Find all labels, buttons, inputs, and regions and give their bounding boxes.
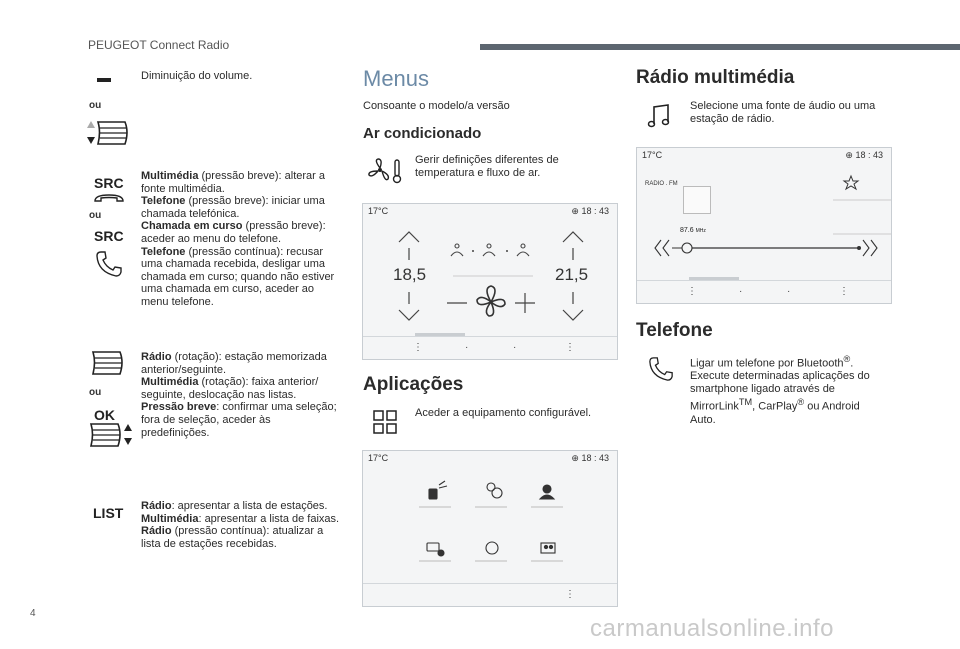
- phone-description: Ligar um telefone por Bluetooth®. Execute determinadas aplicações do smartphone ligado através de MirrorLink™, CarPlay® ou Android Auto.: [690, 354, 870, 426]
- menu-dots-icon: ⋮: [839, 286, 849, 297]
- gps-icon: ⊕: [571, 453, 582, 463]
- menu-dots-icon: ⋮: [413, 342, 423, 353]
- favourite-star-icon: [844, 176, 858, 189]
- gps-icon: ⊕: [845, 150, 856, 160]
- air-conditioning-icon: [368, 158, 402, 184]
- left-temperature: 18,5: [393, 265, 427, 284]
- list-key-label: LIST: [93, 505, 124, 521]
- ok-key-label: OK: [94, 407, 115, 423]
- header-title: PEUGEOT Connect Radio: [88, 38, 230, 52]
- clock: ⊕ 18 : 43: [571, 453, 609, 463]
- thumbwheel-icon: [90, 350, 124, 376]
- page-number: 4: [30, 608, 36, 619]
- app-icon-3: [543, 485, 551, 493]
- apps-grid: [363, 465, 617, 583]
- phone-icon: [648, 356, 674, 382]
- clock: ⊕ 18 : 43: [845, 150, 883, 160]
- tuner-cursor: [682, 243, 692, 253]
- header-bar: [480, 44, 960, 50]
- list-description: Rádio: apresentar a lista de estações. Multimédia: apresentar a lista de faixas. Rádio (pressão contínua): atualizar a lista de estações recebidas.: [141, 500, 340, 550]
- ac-heading: Ar condicionado: [363, 125, 482, 142]
- thumbwheel-up-down-icon: [87, 120, 131, 146]
- right-temperature: 21,5: [555, 265, 589, 284]
- applications-grid-icon: [373, 410, 397, 434]
- phone-heading: Telefone: [636, 320, 713, 341]
- gps-icon: ⊕: [571, 206, 582, 216]
- menu-dots-icon: ⋮: [687, 286, 697, 297]
- outside-temperature: 17°C: [368, 206, 389, 216]
- menus-title: Menus: [363, 66, 430, 91]
- page-dot-icon: ·: [787, 286, 791, 297]
- phone-icon: [95, 250, 123, 278]
- radio-heading: Rádio multimédia: [636, 67, 795, 88]
- src-key-label: SRC: [94, 228, 124, 244]
- page-dot-icon: ·: [513, 342, 517, 353]
- src-key-label: SRC: [94, 175, 124, 191]
- volume-minus-icon: [97, 78, 111, 82]
- page-dot-icon: ·: [739, 286, 743, 297]
- music-note-icon: [647, 104, 671, 128]
- outside-temperature: 17°C: [368, 453, 389, 463]
- right-temp-down-icon: [563, 310, 583, 320]
- or-label: ou: [89, 100, 102, 111]
- app-icon-4: [427, 543, 439, 551]
- wheel-description: Rádio (rotação): estação memorizada anterior/seguinte. Multimédia (rotação): faixa anterior/ seguinte, deslocação nas listas. Pressão breve: confirmar uma seleção; fora de seleção, aceder às predefinições.: [141, 351, 337, 439]
- seek-back-icon: [655, 240, 661, 256]
- frequency-readout: 87.6 MHz: [680, 227, 706, 234]
- left-temp-down-icon: [399, 310, 419, 320]
- apps-screen: [362, 450, 618, 607]
- airflow-mode-icons: [451, 244, 529, 256]
- volume-description: Diminuição do volume.: [141, 70, 253, 82]
- menu-dots-icon: ⋮: [565, 589, 575, 600]
- ac-screen: [362, 203, 618, 360]
- app-icon-1: [429, 489, 437, 499]
- fan-icon: [477, 286, 505, 316]
- phone-handset-icon: [93, 193, 125, 203]
- right-temp-up-icon: [563, 232, 583, 242]
- menus-subtitle: Consoante o modelo/a versão: [363, 100, 510, 112]
- radio-screen: [636, 147, 892, 304]
- outside-temperature: 17°C: [642, 150, 663, 160]
- app-icon-5: [486, 542, 498, 554]
- apps-heading: Aplicações: [363, 374, 464, 395]
- menu-dots-icon: ⋮: [565, 342, 575, 353]
- left-temp-up-icon: [399, 232, 419, 242]
- clock: ⊕ 18 : 43: [571, 206, 609, 216]
- radio-tuner: [637, 162, 891, 280]
- watermark: carmanualsonline.info: [590, 615, 834, 642]
- seek-forward-icon: [863, 240, 869, 256]
- or-label: ou: [89, 387, 102, 398]
- or-label: ou: [89, 210, 102, 221]
- radio-band-label: RADIO . FM: [645, 181, 678, 187]
- radio-description: Selecione uma fonte de áudio ou uma estação de rádio.: [690, 100, 876, 125]
- thumbwheel-ok-icon: [88, 422, 134, 448]
- src-description: Multimédia (pressão breve): alterar a fonte multimédia. Telefone (pressão breve): iniciar uma chamada telefónica. Chamada em curso (pressão breve): aceder ao menu do telefone. Telefone (pressão contínua): recusar uma chamada recebida, desligar uma chamada em curso; quando não estiver uma chamada em curso, aceder ao menu telefone.: [141, 170, 335, 308]
- ac-description: Gerir definições diferentes de temperatura e fluxo de ar.: [415, 154, 559, 179]
- page-dot-icon: ·: [465, 342, 469, 353]
- apps-description: Aceder a equipamento configurável.: [415, 407, 592, 419]
